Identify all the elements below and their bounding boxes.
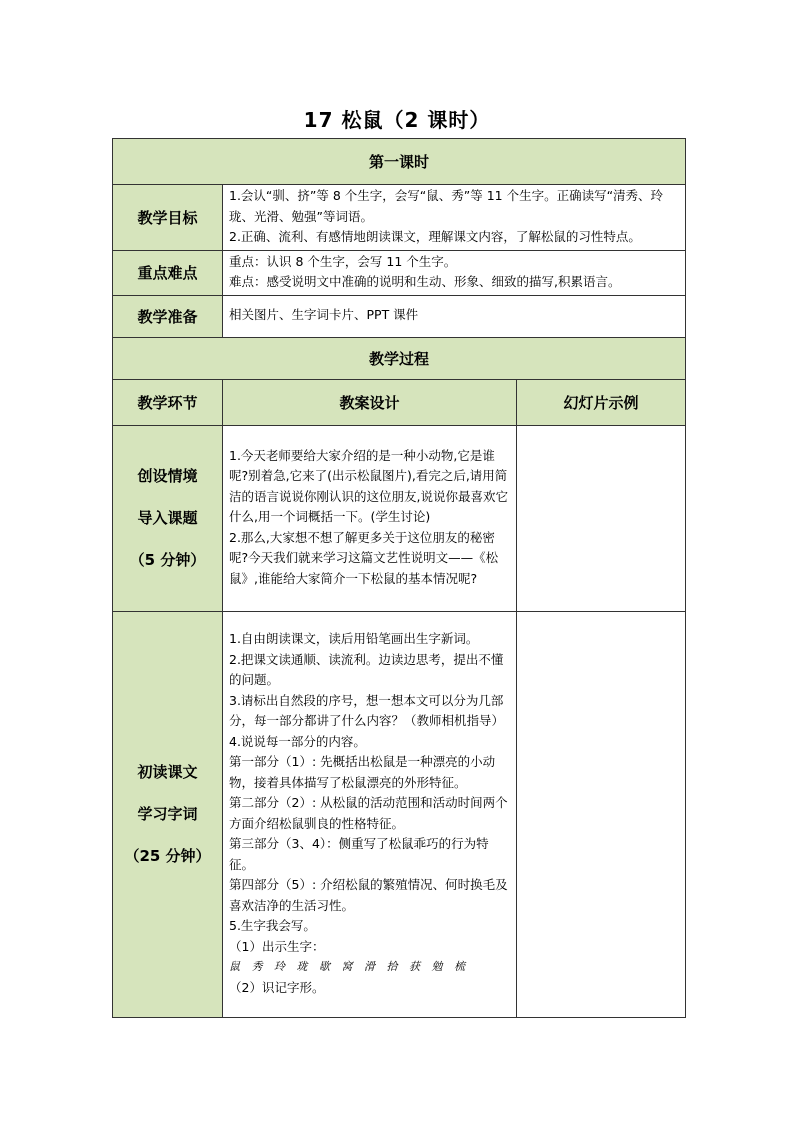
process-header-row: [113, 337, 686, 379]
stage-slide-example: [517, 425, 686, 611]
design-line: 3.请标出自然段的序号，想一想本文可以分为几部分，每一部分都讲了什么内容？（教师相机指导）: [229, 692, 505, 728]
stage-row: [113, 611, 686, 1017]
design-line: 第二部分（2）: 从松鼠的活动范围和活动时间两个方面介绍松鼠驯良的性格特征。: [229, 795, 508, 831]
design-line: （2）识记字形。: [229, 979, 325, 995]
column-header-design: 教案设计: [223, 379, 517, 425]
goals-content: [223, 185, 686, 251]
design-line: 2.把课文读通顺、读流利。边读边思考，提出不懂的问题。: [229, 651, 504, 687]
stage-duration: （25 分钟）: [124, 847, 211, 865]
lesson-plan-table: [112, 138, 686, 1018]
stage-label: [113, 425, 223, 611]
stage-slide-example: [517, 611, 686, 1017]
prep-label: 教学准备: [113, 295, 223, 337]
goals-row: [113, 185, 686, 251]
key-points-content: [223, 250, 686, 295]
stage-label-line: 学习字词: [137, 805, 198, 823]
goals-line: 1.会认“驯、挤”等 8 个生字，会写“鼠、秀”等 11 个生字。正确读写“清秀、玲珑、光滑、勉强”等词语。: [229, 188, 664, 224]
new-characters: 鼠 秀 玲 珑 歇 窝 滑 拾 获 勉 梳: [229, 960, 469, 973]
stage-label-line: 初读课文: [137, 763, 198, 781]
design-line: 第三部分（3、4）：侧重写了松鼠乖巧的行为特征。: [229, 836, 489, 872]
column-header-row: [113, 379, 686, 425]
stage-design: [223, 425, 517, 611]
design-line: 5.生字我会写。: [229, 918, 316, 933]
key-point-line: 难点：感受说明文中准确的说明和生动、形象、细致的描写,积累语言。: [229, 274, 621, 289]
design-line: 4.说说每一部分的内容。: [229, 733, 366, 749]
goals-line: 2.正确、流利、有感情地朗读课文，理解课文内容，了解松鼠的习性特点。: [229, 229, 641, 244]
design-line: 1.自由朗读课文，读后用铅笔画出生字新词。: [229, 631, 479, 646]
goals-label: 教学目标: [113, 185, 223, 251]
prep-row: [113, 295, 686, 337]
section1-header-row: [113, 139, 686, 185]
section1-header: 第一课时: [113, 139, 686, 185]
stage-duration: （5 分钟）: [129, 551, 206, 569]
design-line: 第一部分（1）: 先概括出松鼠是一种漂亮的小动物，接着具体描写了松鼠漂亮的外形特征。: [229, 754, 496, 790]
column-header-stage: 教学环节: [113, 379, 223, 425]
stage-label-line: 创设情境: [137, 467, 198, 485]
stage-row: [113, 425, 686, 611]
prep-content: 相关图片、生字词卡片、PPT 课件: [223, 295, 686, 337]
design-line: 第四部分（5）: 介绍松鼠的繁殖情况、何时换毛及喜欢洁净的生活习性。: [229, 877, 508, 913]
key-points-row: [113, 250, 686, 295]
stage-label: [113, 611, 223, 1017]
stage-label-line: 导入课题: [137, 509, 198, 527]
design-line: 2.那么,大家想不想了解更多关于这位朋友的秘密呢?今天我们就来学习这篇文艺性说明文——《松鼠》,谁能给大家简介一下松鼠的基本情况呢?: [229, 529, 499, 586]
stage-design: [223, 611, 517, 1017]
key-point-line: 重点：认识 8 个生字，会写 11 个生字。: [229, 253, 457, 269]
lesson-title: 17 松鼠（2 课时）: [303, 108, 491, 132]
process-header: 教学过程: [113, 337, 686, 379]
column-header-slides: 幻灯片示例: [517, 379, 686, 425]
design-line: 1.今天老师要给大家介绍的是一种小动物,它是谁呢?别着急,它来了(出示松鼠图片),看完之后,请用简洁的语言说说你刚认识的这位朋友,说说你最喜欢它什么,用一个词概括一下。(学生讨论): [229, 447, 508, 525]
key-points-label: 重点难点: [113, 250, 223, 295]
design-line: （1）出示生字：: [229, 938, 325, 954]
